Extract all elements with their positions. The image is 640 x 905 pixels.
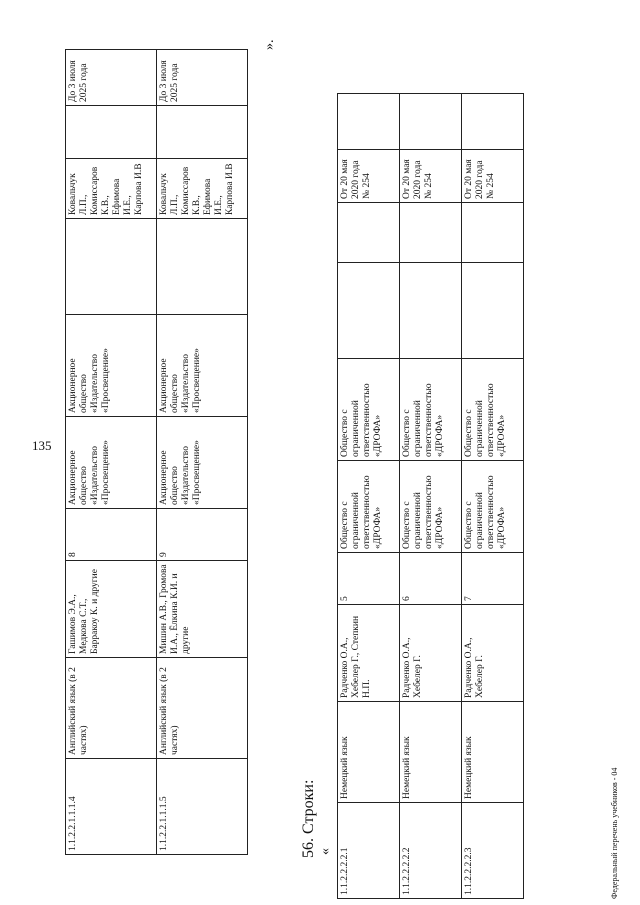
textbook-table-rows <box>337 93 524 899</box>
cell-experts: Ковальчук Л.П., Комиссаров К.В., Ефимова И.Е., Карпова И.В <box>66 159 157 219</box>
cell-order: От 20 мая 2020 года № 254 <box>338 150 400 203</box>
cell-number: 1.1.2.2.1.1.1.5 <box>157 759 248 855</box>
cell-subject: Английский язык (в 2 частях) <box>66 658 157 759</box>
cell-publisher: Общество с ограниченной ответственностью «ДРОФА» <box>338 461 400 553</box>
cell-publisher-alt: Общество с ограниченной ответственностью «ДРОФА» <box>400 359 462 461</box>
page-number: 135 <box>32 438 52 453</box>
cell-empty <box>66 219 157 315</box>
cell-subject: Немецкий язык <box>462 702 524 803</box>
table-row <box>338 94 400 899</box>
cell-empty <box>338 203 400 263</box>
cell-publisher-alt: Общество с ограниченной ответственностью «ДРОФА» <box>462 359 524 461</box>
cell-authors: Гашимов Э.А., Медкова С.Т., Барракоу К. и другие <box>66 561 157 658</box>
cell-order <box>157 106 248 159</box>
cell-publisher-alt: Акционерное общество «Издательство «Просвещение» <box>157 315 248 417</box>
cell-order: От 20 мая 2020 года № 254 <box>462 150 524 203</box>
cell-subject: Немецкий язык <box>338 702 400 803</box>
cell-deadline <box>462 94 524 150</box>
cell-empty <box>157 219 248 315</box>
cell-experts: Ковальчук Л.П., Комиссаров К.В., Ефимова И.Е., Карпова И.В <box>157 159 248 219</box>
cell-number: 1.1.2.2.1.1.1.4 <box>66 759 157 855</box>
closing-quote: ». <box>262 39 277 50</box>
cell-authors: Мишин А.В., Громова И.А., Ёлкина К.И. и другие <box>157 561 248 658</box>
cell-number: 1.1.2.2.2.2.3 <box>462 803 524 899</box>
cell-subject: Английский язык (в 2 частях) <box>157 658 248 759</box>
cell-grade: 7 <box>462 553 524 605</box>
cell-order: От 20 мая 2020 года № 254 <box>400 150 462 203</box>
cell-empty <box>462 263 524 359</box>
cell-authors: Радченко О.А., Хебелер Г., Степкин Н.П. <box>338 605 400 702</box>
cell-deadline: До 3 июля 2025 года <box>66 50 157 106</box>
cell-publisher-alt: Общество с ограниченной ответственностью «ДРОФА» <box>338 359 400 461</box>
cell-publisher: Общество с ограниченной ответственностью «ДРОФА» <box>400 461 462 553</box>
cell-deadline: До 3 июля 2025 года <box>157 50 248 106</box>
opening-quote: « <box>318 848 333 855</box>
textbook-table-continued <box>65 49 248 855</box>
cell-grade: 5 <box>338 553 400 605</box>
cell-number: 1.1.2.2.2.2.1 <box>338 803 400 899</box>
table-row <box>66 50 157 855</box>
cell-publisher-alt: Акционерное общество «Издательство «Просвещение» <box>66 315 157 417</box>
cell-grade: 8 <box>66 509 157 561</box>
cell-empty <box>462 203 524 263</box>
table-row <box>400 94 462 899</box>
cell-publisher: Общество с ограниченной ответственностью «ДРОФА» <box>462 461 524 553</box>
cell-deadline <box>400 94 462 150</box>
cell-authors: Радченко О.А., Хебелер Г. <box>400 605 462 702</box>
cell-publisher: Акционерное общество «Издательство «Просвещение» <box>66 417 157 509</box>
cell-empty <box>338 263 400 359</box>
cell-order <box>66 106 157 159</box>
cell-grade: 9 <box>157 509 248 561</box>
cell-empty <box>400 203 462 263</box>
cell-number: 1.1.2.2.2.2.2 <box>400 803 462 899</box>
table-row <box>462 94 524 899</box>
cell-empty <box>400 263 462 359</box>
cell-authors: Радченко О.А., Хебелер Г. <box>462 605 524 702</box>
footer-note: Федеральный перечень учебников - 04 <box>610 767 619 899</box>
cell-grade: 6 <box>400 553 462 605</box>
cell-publisher: Акционерное общество «Издательство «Просвещение» <box>157 417 248 509</box>
table-row <box>157 50 248 855</box>
section-heading: 56. Строки: <box>300 779 317 858</box>
cell-deadline <box>338 94 400 150</box>
cell-subject: Немецкий язык <box>400 702 462 803</box>
